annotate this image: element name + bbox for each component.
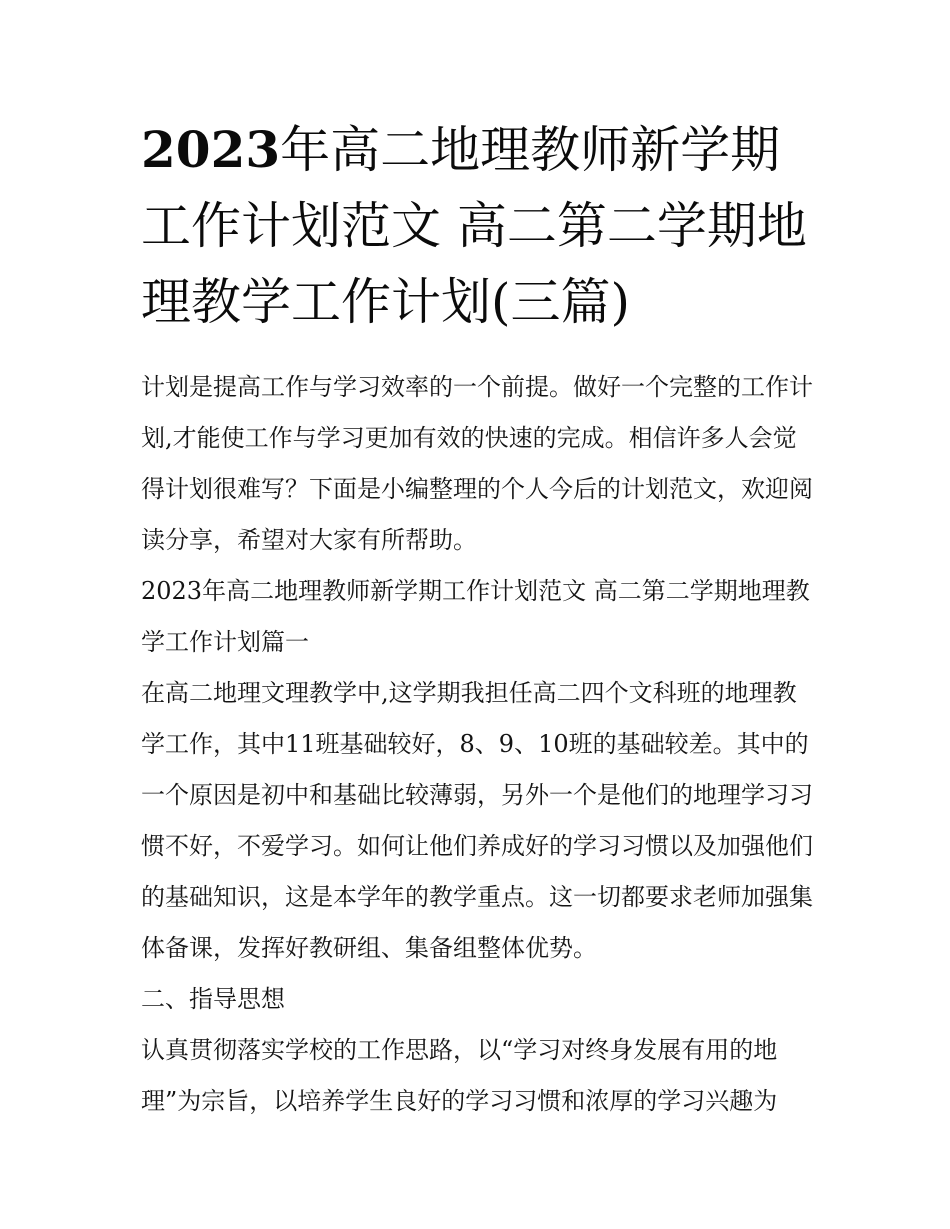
- document-body: [141, 112, 813, 1127]
- intro-paragraph: 计划是提高工作与学习效率的一个前提。做好一个完整的工作计划,才能使工作与学习更加有效的快速的完成。相信许多人会觉得计划很难写？下面是小编整理的个人今后的计划范文，欢迎阅读分享，希望对大家有所帮助。: [141, 373, 813, 554]
- document-title-year: 2023: [141, 120, 281, 179]
- title-spacer: [141, 340, 813, 362]
- body-paragraph-guiding-thought: 认真贯彻落实学校的工作思路，以“学习对终身发展有用的地理”为宗旨，以培养学生良好的学习习惯和浓厚的学习兴趣为: [141, 1036, 778, 1115]
- body-paragraph-situation: 在高二地理文理教学中,这学期我担任高二四个文科班的地理教学工作，其中11班基础较好，8、9、10班的基础较差。其中的一个原因是初中和基础比较薄弱，另外一个是他们的地理学习习惯不好，不爱学习。如何让他们养成好的学习习惯以及加强他们的基础知识，这是本学年的教学重点。这一切都要求老师加强集体备课，发挥好教研组、集备组整体优势。: [141, 679, 813, 962]
- document-title-text: 年高二地理教师新学期工作计划范文 高二第二学期地理教学工作计划(三篇): [141, 121, 807, 331]
- document-title: [141, 112, 813, 340]
- section-heading-part-one: 2023年高二地理教师新学期工作计划范文 高二第二学期地理教学工作计划篇一: [141, 577, 810, 656]
- section-heading-guiding-thought: 二、指导思想: [141, 985, 285, 1013]
